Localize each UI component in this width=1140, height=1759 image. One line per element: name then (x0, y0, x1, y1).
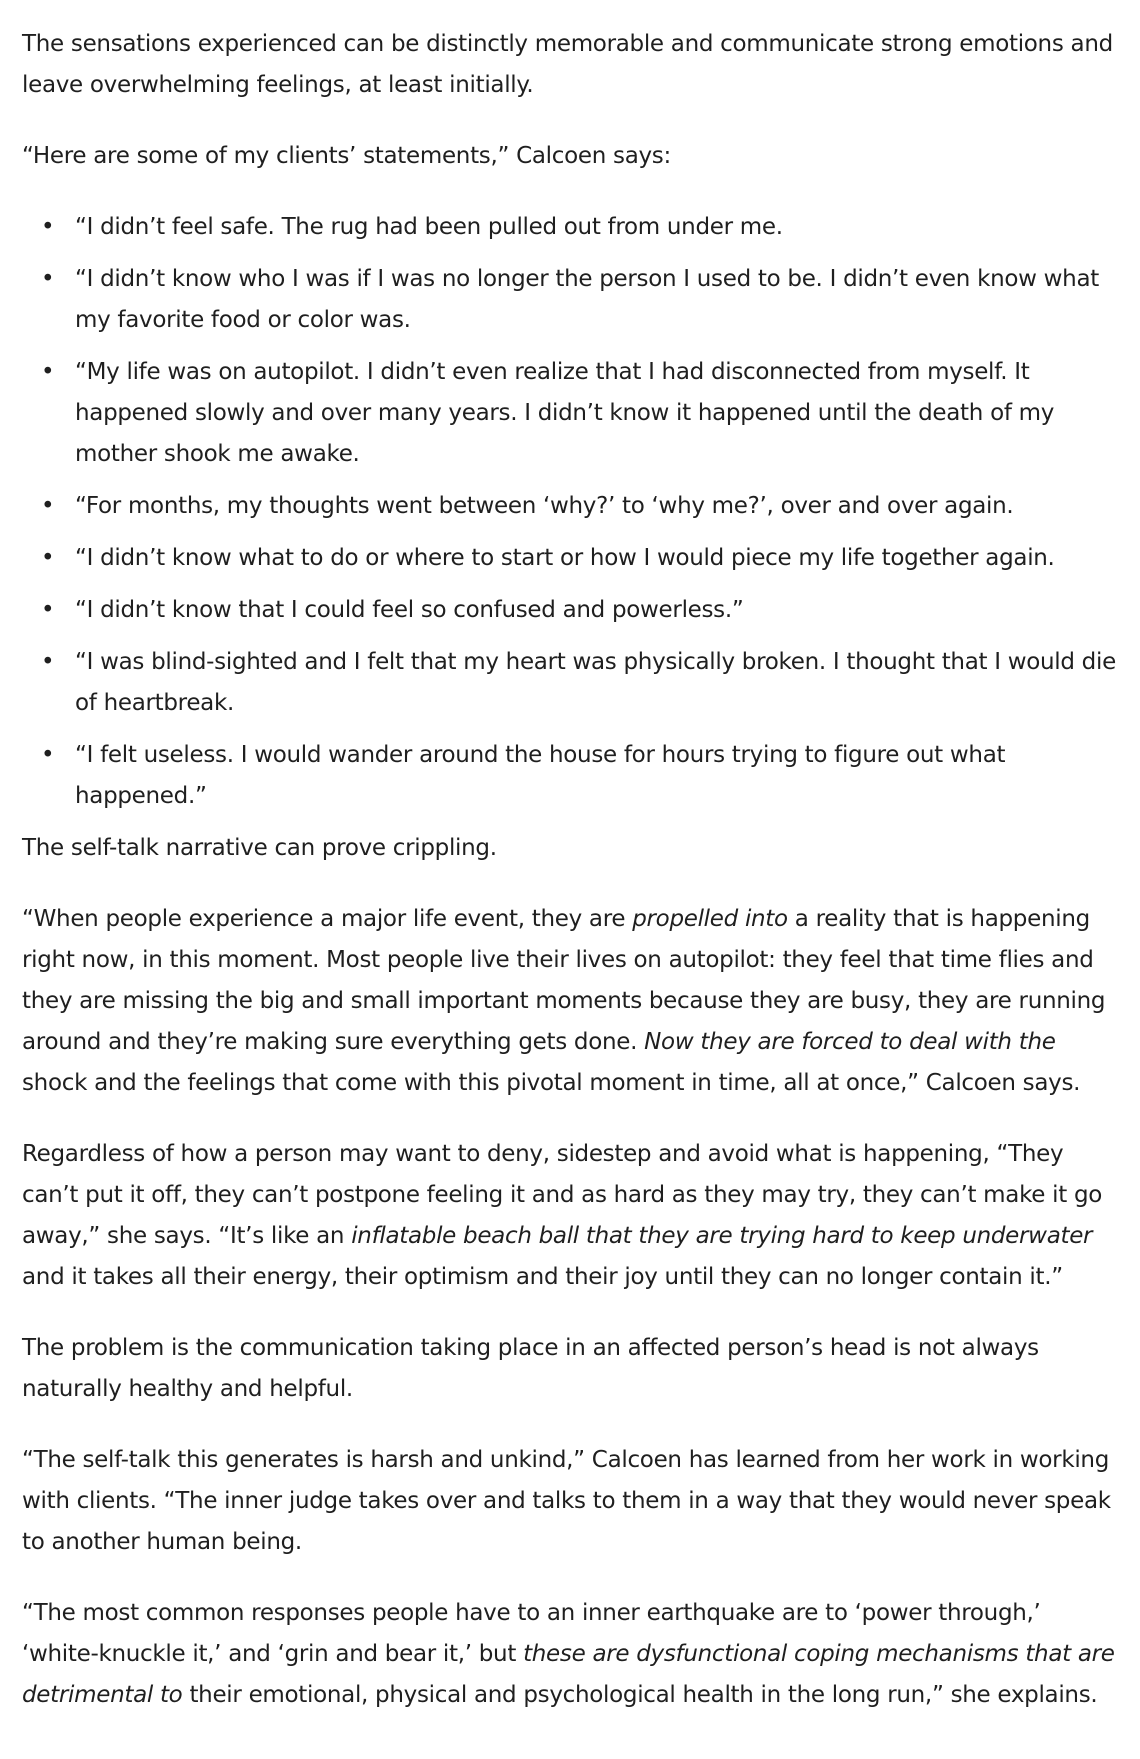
bullet-icon: • (41, 266, 55, 292)
list-item (41, 259, 1118, 341)
bullet-icon: • (41, 359, 55, 385)
bullet-icon: • (41, 649, 55, 675)
bullet-icon: • (41, 214, 55, 240)
quote-text: “I was blind-sighted and I felt that my heart was physically broken. I thought that I would die of heartbreak. (75, 649, 1116, 716)
emphasis-text: these are dysfunctional coping mechanisms that are detrimental to (22, 1641, 1115, 1708)
emphasis-text: propelled into (632, 906, 788, 932)
bullet-icon: • (41, 742, 55, 768)
quote-text: “I felt useless. I would wander around the house for hours trying to figure out what happened.” (75, 742, 1006, 809)
text-run: shock and the feelings that come with this pivotal moment in time, all at once,” Calcoen says. (22, 1070, 1081, 1096)
client-quotes-list (22, 207, 1118, 817)
paragraph-communication-problem: The problem is the communication taking place in an affected person’s head is not always naturally healthy and helpful. (22, 1335, 1039, 1402)
paragraph-sensations: The sensations experienced can be distinctly memorable and communicate strong emotions and leave overwhelming feelings, at least initially. (22, 31, 1113, 98)
bullet-icon: • (41, 493, 55, 519)
bullet-icon: • (41, 597, 55, 623)
paragraph-client-statements-intro: “Here are some of my clients’ statements,” Calcoen says: (22, 143, 671, 169)
emphasis-text: Now they are forced to deal with the (644, 1029, 1056, 1055)
bullet-icon: • (41, 545, 55, 571)
text-run: a reality that is happening right now, in this moment. Most people live their lives on autopilot: they feel that time flies and they are missing the big and small important moments because they are busy, they are running around and they’re making sure everything gets done. (22, 906, 1106, 1055)
emphasis-text: inflatable beach ball that they are trying hard to keep underwater (351, 1223, 1093, 1249)
paragraph-major-life-event (22, 899, 1118, 1104)
list-item (41, 207, 1118, 248)
text-run: “The most common responses people have to an inner earthquake are to ‘power through,’ ‘white-knuckle it,’ and ‘grin and bear it,’ but (22, 1600, 1041, 1667)
text-run: and it takes all their energy, their optimism and their joy until they can no longer contain it.” (22, 1264, 1063, 1290)
list-item (41, 590, 1118, 631)
paragraph-coping-mechanisms (22, 1593, 1118, 1716)
list-item (41, 352, 1118, 475)
list-item (41, 486, 1118, 527)
quote-text: “I didn’t know who I was if I was no longer the person I used to be. I didn’t even know what my favorite food or color was. (75, 266, 1099, 333)
list-item (41, 735, 1118, 817)
list-item (41, 642, 1118, 724)
quote-text: “For months, my thoughts went between ‘why?’ to ‘why me?’, over and over again. (75, 493, 1014, 519)
paragraph-inner-judge: “The self-talk this generates is harsh and unkind,” Calcoen has learned from her work in working with clients. “The inner judge takes over and talks to them in a way that they would never speak to another human being. (22, 1447, 1111, 1555)
text-run: their emotional, physical and psychological health in the long run,” she explains. (182, 1682, 1098, 1708)
list-item (41, 538, 1118, 579)
quote-text: “I didn’t feel safe. The rug had been pulled out from under me. (75, 214, 783, 240)
paragraph-beach-ball (22, 1134, 1118, 1298)
quote-text: “I didn’t know that I could feel so confused and powerless.” (75, 597, 744, 623)
quote-text: “I didn’t know what to do or where to start or how I would piece my life together again. (75, 545, 1055, 571)
text-run: “When people experience a major life event, they are (22, 906, 633, 932)
quote-text: “My life was on autopilot. I didn’t even realize that I had disconnected from myself. It happened slowly and over many years. I didn’t know it happened until the death of my mother shook me awake. (75, 359, 1055, 467)
paragraph-self-talk: The self-talk narrative can prove crippling. (22, 835, 497, 861)
text-run: Regardless of how a person may want to deny, sidestep and avoid what is happening, “They can’t put it off, they can’t postpone feeling it and as hard as they may try, they can’t make it go away,” she says. “It’s like an (22, 1141, 1103, 1249)
